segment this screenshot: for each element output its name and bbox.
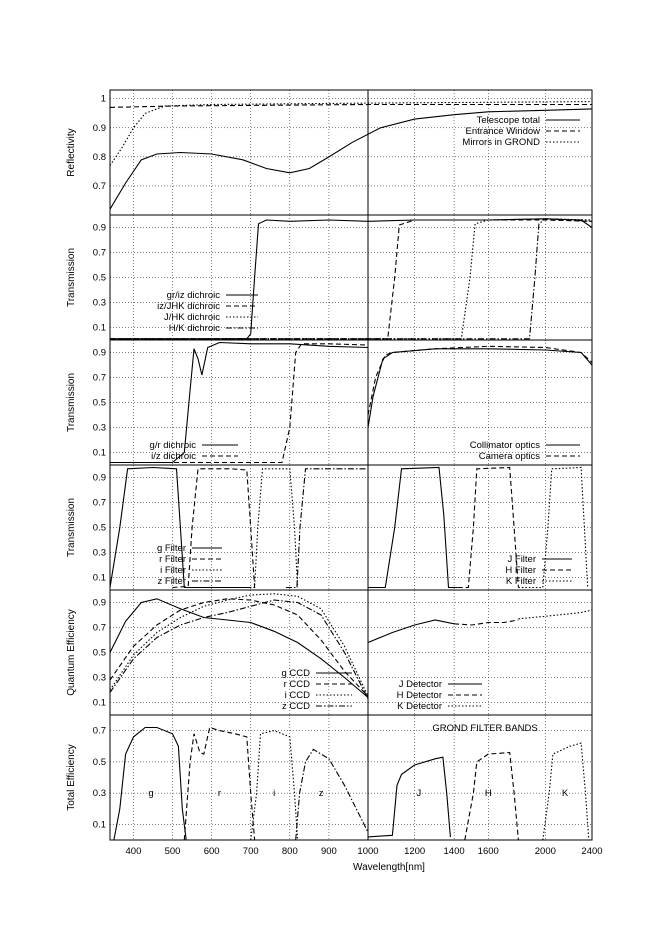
legend-label: Collimator optics <box>469 440 540 451</box>
y-axis-label: Total Efficiency <box>66 744 77 811</box>
band-label: g <box>148 788 154 800</box>
legend-label: z Filter <box>157 576 186 587</box>
y-tick-label: 0.5 <box>92 272 106 284</box>
series-line-i <box>251 731 298 840</box>
series-line-j-detector <box>368 620 454 643</box>
series-line-r <box>184 728 254 841</box>
y-tick-label: 0.1 <box>92 697 106 709</box>
y-tick-label: 0.5 <box>92 756 106 768</box>
legend-label: Camera optics <box>478 451 540 462</box>
series-line-z-ccd <box>110 600 368 699</box>
x-tick-label: 900 <box>320 846 337 857</box>
y-tick-label: 0.1 <box>92 819 106 831</box>
legend-label: gr/iz dichroic <box>166 290 220 301</box>
x-tick-label: 800 <box>281 846 298 857</box>
x-tick-label: 1600 <box>477 846 499 857</box>
legend-label: g Filter <box>156 543 186 554</box>
x-tick-label: 600 <box>203 846 220 857</box>
x-tick-label: 2000 <box>534 846 556 857</box>
legend-label: Entrance Window <box>465 126 540 137</box>
series-line-g <box>114 728 186 841</box>
y-tick-label: 0.1 <box>92 572 106 584</box>
legend-label: iz/JHK dichroic <box>157 301 220 312</box>
band-label: K <box>561 788 569 800</box>
series-line-j-filter <box>368 468 458 588</box>
y-axis-label: Reflectivity <box>66 128 77 177</box>
legend-label: J Filter <box>507 554 536 565</box>
legend-label: z CCD <box>282 701 310 712</box>
y-tick-label: 0.9 <box>92 597 106 609</box>
legend-label: H Detector <box>396 690 442 701</box>
panel-3 <box>66 340 592 465</box>
legend-label: K Filter <box>505 576 536 587</box>
y-tick-label: 0.3 <box>92 547 106 559</box>
legend-label: r Filter <box>159 554 186 565</box>
y-axis-label: Transmission <box>66 497 77 558</box>
band-label: i <box>273 788 276 800</box>
series-line-camera-optics <box>368 346 592 415</box>
y-tick-label: 0.9 <box>92 347 106 359</box>
panel-1 <box>66 90 592 215</box>
x-axis-label: Wavelength[nm] <box>353 862 425 873</box>
y-tick-label: 0.7 <box>92 725 106 737</box>
grond-annotation: GROND FILTER BANDS <box>432 723 538 734</box>
y-tick-label: 0.7 <box>92 180 106 192</box>
band-label: J <box>416 788 422 800</box>
y-tick-label: 0.9 <box>92 472 106 484</box>
series-line-r-ccd <box>110 599 368 697</box>
series-line-g-ccd <box>110 599 368 698</box>
y-tick-label: 0.3 <box>92 672 106 684</box>
legend-label: J/HK dichroic <box>164 312 220 323</box>
y-tick-label: 0.9 <box>92 222 106 234</box>
y-tick-label: 0.8 <box>92 151 106 163</box>
y-tick-label: 0.3 <box>92 297 106 309</box>
legend-label: r CCD <box>283 679 310 690</box>
x-tick-label: 400 <box>125 846 142 857</box>
y-tick-label: 1 <box>100 93 106 105</box>
legend-label: H Filter <box>505 565 536 576</box>
series-line-z-filter <box>286 469 368 588</box>
legend-label: Telescope total <box>476 115 540 126</box>
series-line-collimator-optics <box>368 349 592 428</box>
x-tick-label: 500 <box>164 846 181 857</box>
y-axis-label: Transmission <box>66 372 77 433</box>
legend-label: Mirrors in GROND <box>462 137 540 148</box>
band-label: r <box>217 788 222 800</box>
legend-label: i Filter <box>160 565 186 576</box>
series-line-z <box>296 749 368 840</box>
series-line-h-detector <box>454 620 518 625</box>
legend-label: g/r dichroic <box>149 440 196 451</box>
y-tick-label: 0.7 <box>92 372 106 384</box>
band-label: H <box>484 788 492 800</box>
y-tick-label: 0.7 <box>92 497 106 509</box>
legend-label: H/K dichroic <box>168 323 220 334</box>
y-tick-label: 0.7 <box>92 247 106 259</box>
legend-label: K Detector <box>397 701 442 712</box>
panel-4 <box>66 465 592 590</box>
y-tick-label: 0.5 <box>92 647 106 659</box>
x-tick-label: 1000 <box>357 846 379 857</box>
x-tick-label: 1200 <box>404 846 426 857</box>
legend-label: J Detector <box>398 679 442 690</box>
panel-5 <box>66 590 592 715</box>
y-tick-label: 0.3 <box>92 422 106 434</box>
y-axis-label: Quantum Efficiency <box>66 609 77 696</box>
legend-label: i CCD <box>284 690 310 701</box>
panel-2 <box>66 215 592 340</box>
y-axis-label: Transmission <box>66 247 77 308</box>
y-tick-label: 0.5 <box>92 397 106 409</box>
x-tick-label: 2400 <box>581 846 603 857</box>
y-tick-label: 0.7 <box>92 622 106 634</box>
legend-label: g CCD <box>281 668 310 679</box>
band-label: z <box>318 788 324 800</box>
legend-label: i/z dichroic <box>151 451 196 462</box>
x-tick-label: 1400 <box>443 846 465 857</box>
series-line-k-detector <box>518 610 592 619</box>
x-tick-label: 700 <box>242 846 259 857</box>
y-tick-label: 0.1 <box>92 322 106 334</box>
y-tick-label: 0.9 <box>92 122 106 134</box>
panel-6 <box>66 715 603 857</box>
y-tick-label: 0.1 <box>92 447 106 459</box>
y-tick-label: 0.5 <box>92 522 106 534</box>
series-line-j <box>368 757 450 837</box>
y-tick-label: 0.3 <box>92 788 106 800</box>
